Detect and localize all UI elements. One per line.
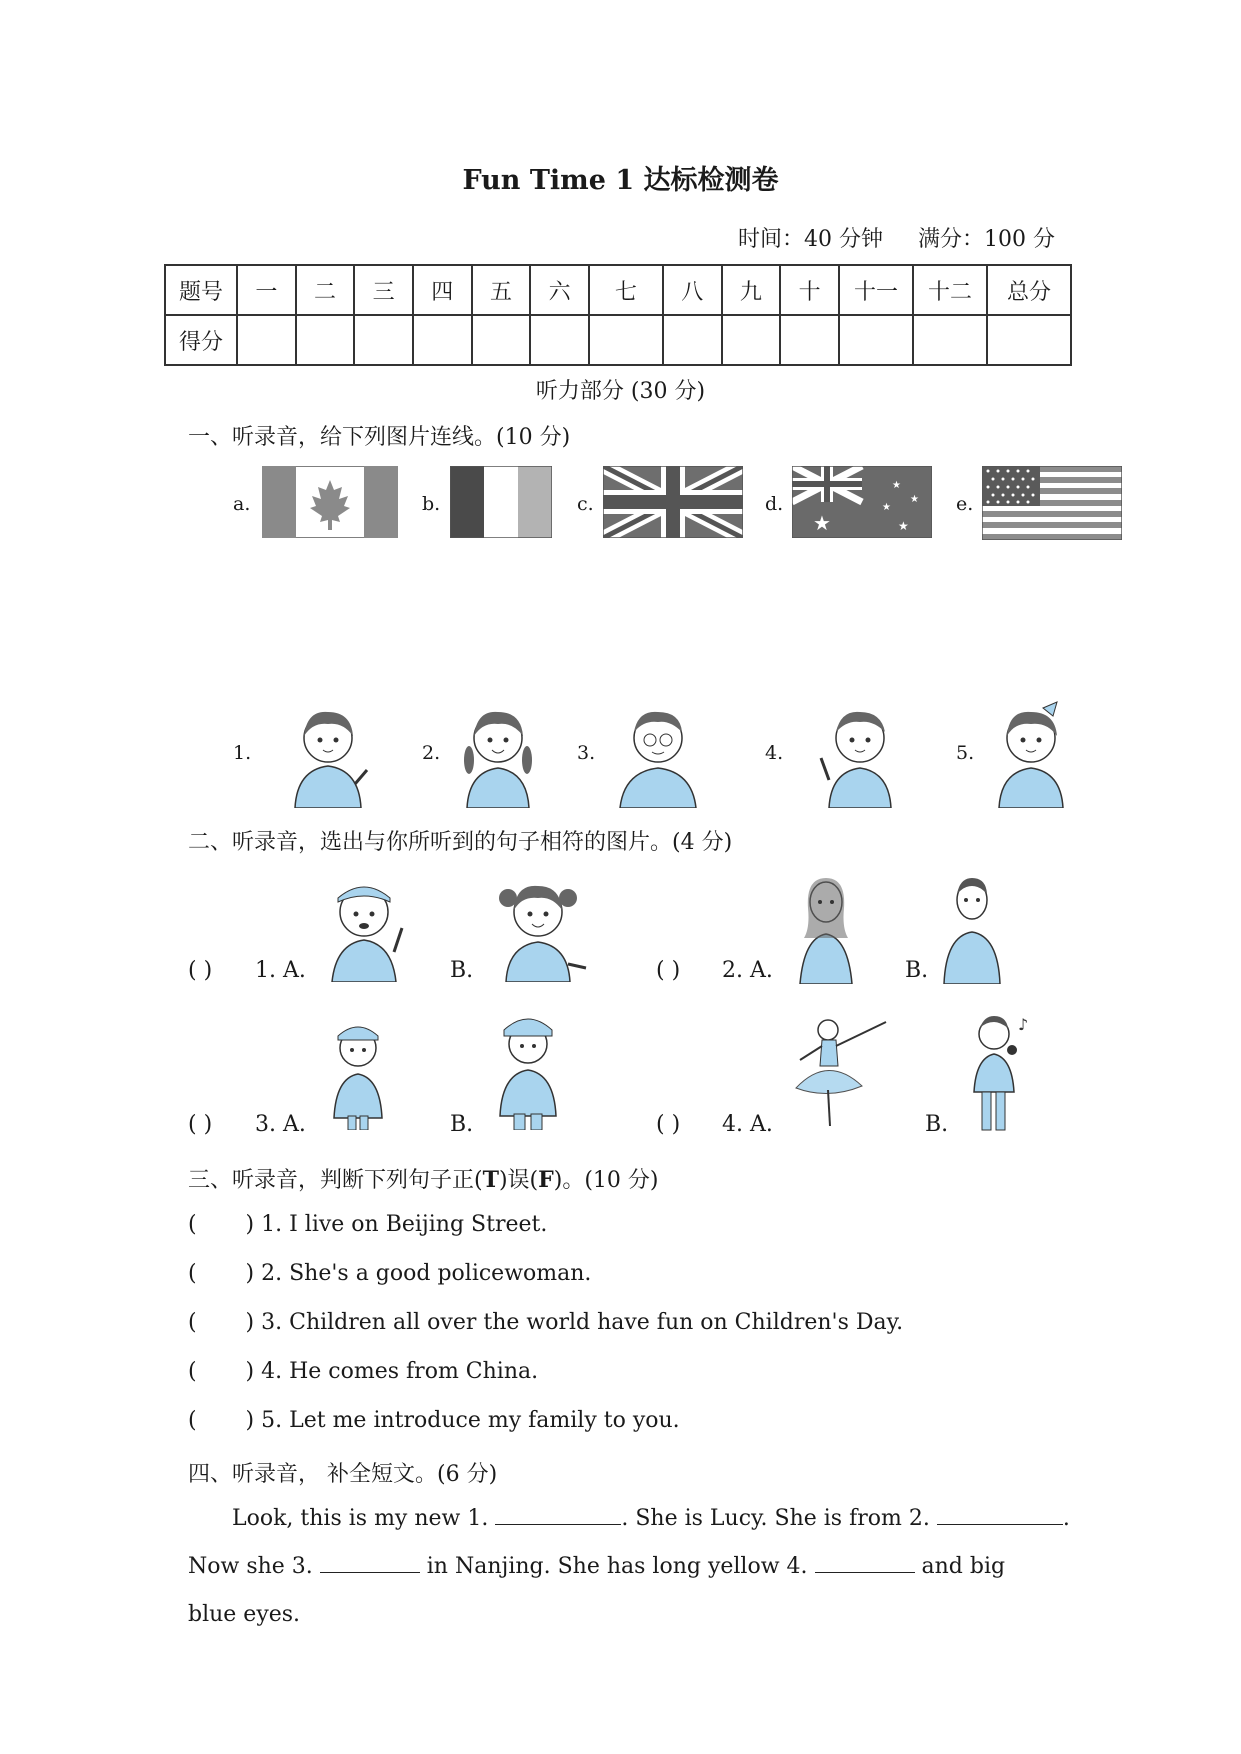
tf-item <box>188 1310 903 1335</box>
svg-text:★: ★ <box>910 494 919 505</box>
tf-item <box>188 1212 547 1237</box>
score-row <box>165 315 1071 365</box>
flag-label-b: b. <box>422 493 441 515</box>
score-cell[interactable] <box>354 315 413 365</box>
item-number: 3. A. <box>255 1112 306 1137</box>
singer-icon <box>962 1008 1032 1132</box>
boy-with-glasses-icon <box>610 700 706 808</box>
person-label-2: 2. <box>422 742 441 764</box>
girl-with-braids-icon <box>453 700 543 808</box>
question-number-row <box>165 265 1071 315</box>
answer-bracket[interactable]: ( ) <box>656 958 681 983</box>
blank-3[interactable] <box>320 1548 420 1573</box>
option-b-label: B. <box>905 958 929 983</box>
tf-sentence: 1. I live on Beijing Street. <box>261 1212 548 1237</box>
column-header: 八 <box>663 265 722 315</box>
column-header: 十二 <box>913 265 987 315</box>
score-cell[interactable] <box>589 315 663 365</box>
column-header: 一 <box>237 265 296 315</box>
flag-label-e: e. <box>956 493 974 515</box>
column-header: 二 <box>296 265 355 315</box>
score-cell[interactable] <box>413 315 472 365</box>
row-header: 题号 <box>165 265 237 315</box>
man-icon <box>934 868 1010 984</box>
option-b-label: B. <box>450 1112 474 1137</box>
column-header: 六 <box>530 265 589 315</box>
column-header: 十一 <box>839 265 913 315</box>
item-number: 1. A. <box>255 958 306 983</box>
tf-sentence: 5. Let me introduce my family to you. <box>261 1408 680 1433</box>
section1-heading: 一、听录音，给下列图片连线。(10 分) <box>188 425 571 450</box>
score-cell[interactable] <box>472 315 531 365</box>
column-header: 七 <box>589 265 663 315</box>
tf-item <box>188 1408 680 1433</box>
answer-bracket[interactable]: ( ) <box>188 1212 255 1237</box>
listening-section-header: 听力部分 (30 分) <box>535 379 706 404</box>
time-and-score-info <box>738 222 1055 253</box>
svg-text:★: ★ <box>898 519 909 533</box>
answer-bracket[interactable]: ( ) <box>188 1310 255 1335</box>
answer-bracket[interactable]: ( ) <box>188 1261 255 1286</box>
tf-sentence: 2. She's a good policewoman. <box>261 1261 592 1286</box>
flag-label-d: d. <box>765 493 784 515</box>
girl-pointing-icon <box>283 700 373 808</box>
option-b-label: B. <box>450 958 474 983</box>
person-label-3: 3. <box>577 742 596 764</box>
blank-4[interactable] <box>815 1548 915 1573</box>
section4-heading: 四、听录音， 补全短文。(6 分) <box>188 1462 498 1487</box>
canada-flag-icon <box>262 466 398 538</box>
section2-heading: 二、听录音，选出与你所听到的句子相符的图片。(4 分) <box>188 830 733 855</box>
usa-flag-icon <box>982 466 1122 540</box>
boy-with-visor-icon <box>320 872 408 982</box>
score-cell[interactable] <box>530 315 589 365</box>
score-table <box>164 264 1072 366</box>
svg-text:★: ★ <box>813 511 831 535</box>
answer-bracket[interactable]: ( ) <box>188 958 213 983</box>
score-cell[interactable] <box>663 315 722 365</box>
column-header: 十 <box>780 265 839 315</box>
score-cell[interactable] <box>987 315 1071 365</box>
cloze-line-2: Now she 3. in Nanjing. She has long yellow 4. and big blue eyes. <box>188 1543 1058 1639</box>
uk-flag-icon <box>603 466 743 538</box>
answer-bracket[interactable]: ( ) <box>656 1112 681 1137</box>
page-title: Fun Time 1 达标检测卷 <box>462 165 779 196</box>
option-b-label: B. <box>925 1112 949 1137</box>
score-cell[interactable] <box>296 315 355 365</box>
score-cell[interactable] <box>913 315 987 365</box>
item-number: 4. A. <box>722 1112 773 1137</box>
policewoman-icon <box>318 1010 398 1130</box>
score-cell[interactable] <box>839 315 913 365</box>
tf-item <box>188 1359 538 1384</box>
tf-item <box>188 1261 591 1286</box>
ballerina-icon <box>782 1010 892 1130</box>
flag-label-a: a. <box>233 493 251 515</box>
person-label-5: 5. <box>956 742 975 764</box>
australia-flag-icon <box>792 466 932 538</box>
row-header: 得分 <box>165 315 237 365</box>
girl-with-bow-icon <box>985 700 1077 808</box>
score-cell[interactable] <box>237 315 296 365</box>
answer-bracket[interactable]: ( ) <box>188 1112 213 1137</box>
flag-label-c: c. <box>577 493 594 515</box>
time-limit: 时间：40 分钟 <box>738 227 884 252</box>
item-number: 2. A. <box>722 958 773 983</box>
policeman-icon <box>488 1004 568 1130</box>
cloze-line-1: Look, this is my new 1. . She is Lucy. She is from 2. . <box>232 1495 1102 1543</box>
tf-sentence: 3. Children all over the world have fun on Children's Day. <box>261 1310 904 1335</box>
column-header: 九 <box>722 265 781 315</box>
column-header: 三 <box>354 265 413 315</box>
column-header: 四 <box>413 265 472 315</box>
person-label-4: 4. <box>765 742 784 764</box>
france-flag-icon <box>450 466 552 538</box>
blank-2[interactable] <box>937 1500 1063 1525</box>
full-score: 满分：100 分 <box>918 227 1055 252</box>
answer-bracket[interactable]: ( ) <box>188 1408 255 1433</box>
girl-with-pigtails-icon <box>488 872 588 982</box>
svg-text:♪: ♪ <box>1018 1015 1029 1034</box>
column-header: 总分 <box>987 265 1071 315</box>
answer-bracket[interactable]: ( ) <box>188 1359 255 1384</box>
tf-sentence: 4. He comes from China. <box>261 1359 539 1384</box>
score-cell[interactable] <box>780 315 839 365</box>
score-cell[interactable] <box>722 315 781 365</box>
svg-text:★: ★ <box>882 502 891 513</box>
boy-pointing-icon <box>815 700 905 808</box>
section3-heading: 三、听录音，判断下列句子正(T)误(F)。(10 分) <box>188 1167 659 1193</box>
svg-text:★: ★ <box>892 480 901 491</box>
blank-1[interactable] <box>495 1500 621 1525</box>
woman-icon <box>786 868 866 984</box>
person-label-1: 1. <box>233 742 252 764</box>
column-header: 五 <box>472 265 531 315</box>
